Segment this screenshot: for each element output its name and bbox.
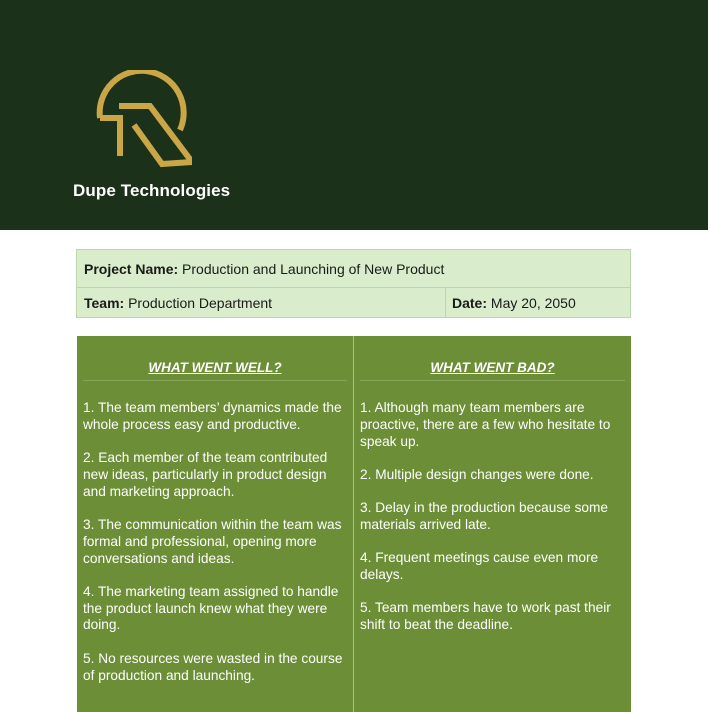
retrospective-table bbox=[77, 336, 631, 712]
date-value: May 20, 2050 bbox=[490, 294, 576, 311]
company-name: Dupe Technologies bbox=[73, 181, 231, 200]
list-item: 2. Each member of the team contributed new ideas, particularly in product design and marketing approach. bbox=[83, 450, 328, 499]
went-well-list bbox=[77, 400, 353, 684]
date-label: Date: bbox=[452, 294, 488, 311]
date-cell bbox=[446, 288, 630, 317]
project-name-row bbox=[77, 250, 630, 287]
team-value: Production Department bbox=[128, 294, 273, 311]
list-item: 5. Team members have to work past their shift to beat the deadline. bbox=[360, 600, 611, 633]
list-item: 1. Although many team members are proactive, there are a few who hesitate to speak up. bbox=[360, 400, 611, 449]
list-item: 4. Frequent meetings cause even more delays. bbox=[360, 550, 599, 583]
team-label: Team: bbox=[84, 294, 125, 311]
went-bad-column bbox=[354, 336, 631, 712]
list-item: 2. Multiple design changes were done. bbox=[360, 466, 594, 482]
heading-divider bbox=[360, 380, 625, 381]
list-item: 1. The team members’ dynamics made the whole process easy and productive. bbox=[83, 400, 342, 432]
went-bad-heading: WHAT WENT BAD? bbox=[430, 360, 555, 375]
went-well-column bbox=[77, 336, 354, 712]
list-item: 3. Delay in the production because some materials arrived late. bbox=[360, 500, 609, 532]
company-logo-icon bbox=[92, 70, 192, 170]
list-item: 3. The communication within the team was formal and professional, opening more conversations and ideas. bbox=[83, 516, 342, 566]
list-item: 4. The marketing team assigned to handle the product launch knew what they were doing. bbox=[83, 583, 339, 633]
heading-divider bbox=[83, 380, 347, 381]
project-name-value: Production and Launching of New Product bbox=[182, 260, 445, 277]
project-name-label: Project Name: bbox=[84, 260, 179, 277]
went-bad-list bbox=[354, 400, 631, 634]
went-well-heading: WHAT WENT WELL? bbox=[148, 360, 282, 375]
list-item: 5. No resources were wasted in the course of production and launching. bbox=[83, 650, 343, 683]
project-info-table bbox=[76, 249, 631, 318]
project-name-cell bbox=[77, 261, 444, 277]
document-header bbox=[0, 0, 708, 230]
team-date-row bbox=[77, 287, 630, 317]
team-cell bbox=[77, 288, 446, 317]
